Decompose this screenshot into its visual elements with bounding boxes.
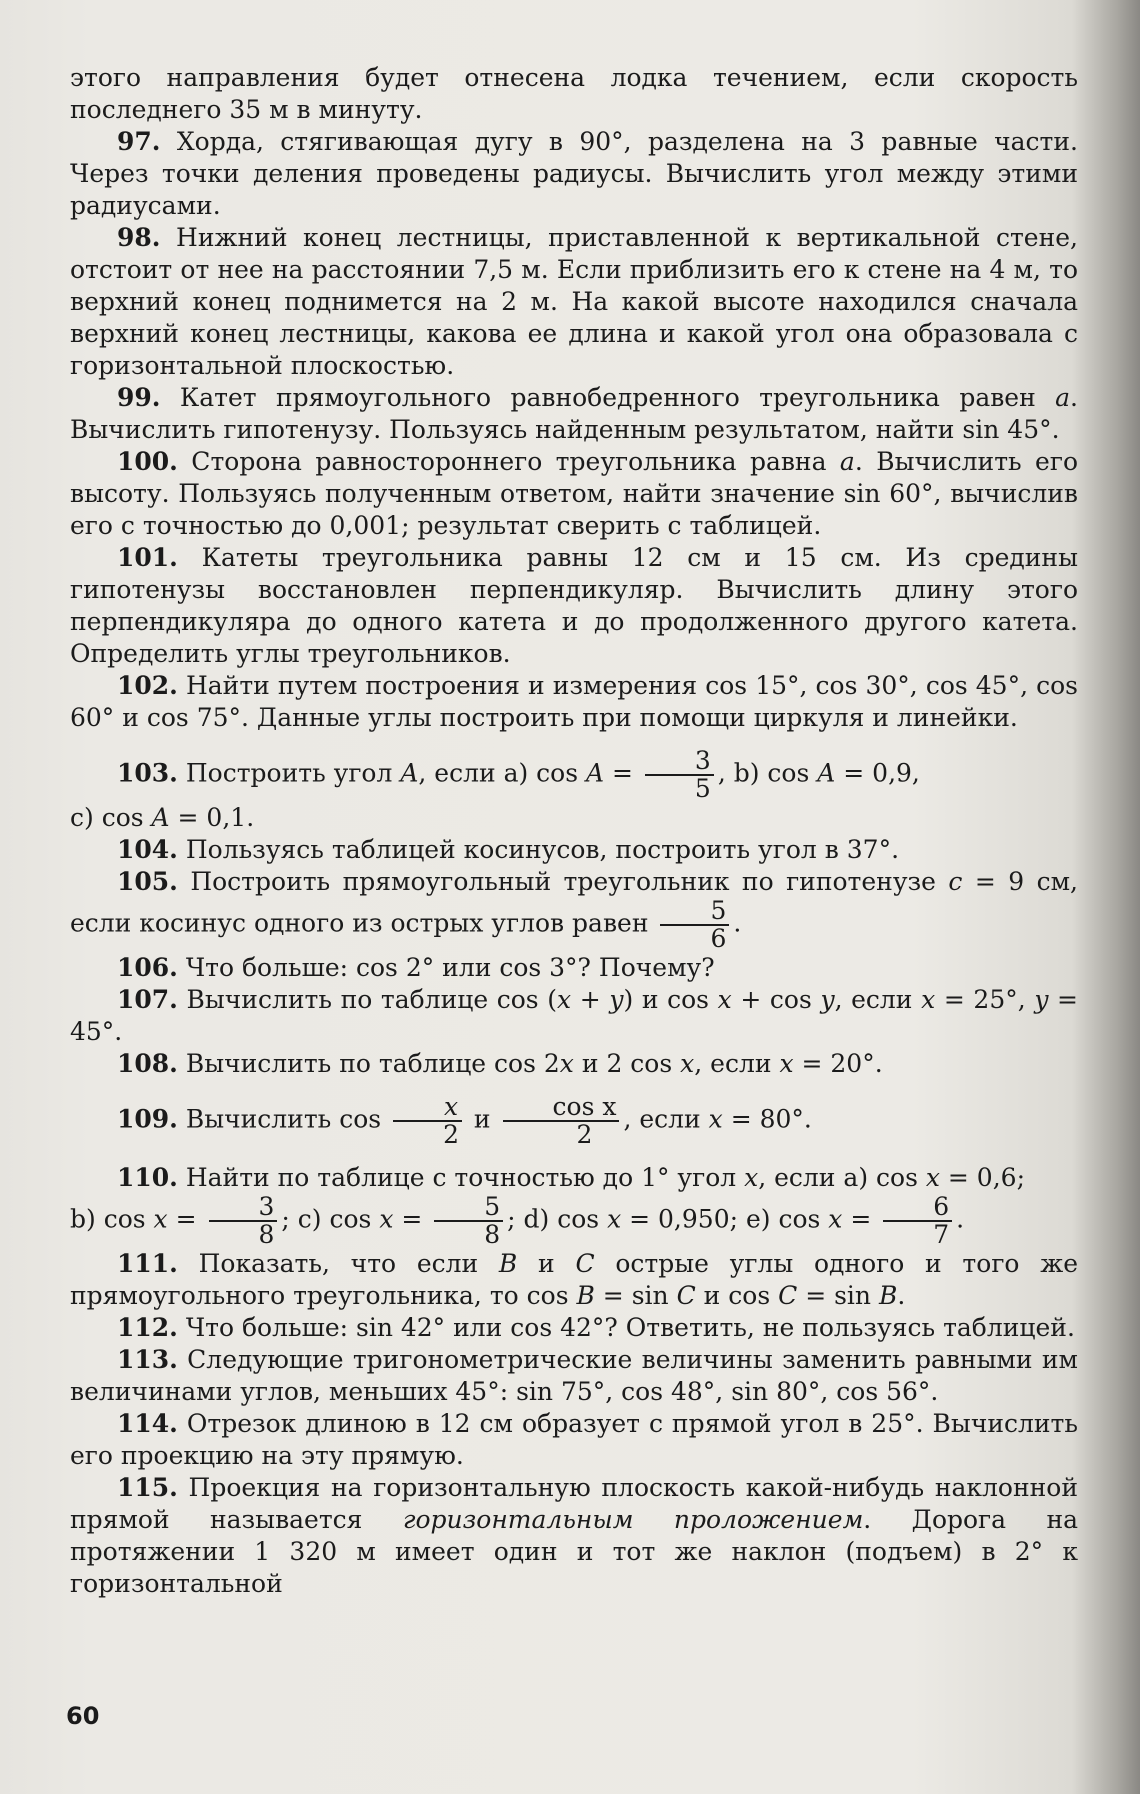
problem-text: Показать, что если: [177, 1249, 499, 1278]
math-var: x: [779, 1049, 794, 1078]
problem-number: 107.: [117, 985, 178, 1014]
problem-text: c) cos: [70, 803, 152, 832]
fraction-numerator: 6: [933, 1192, 950, 1221]
problem-103: [70, 748, 1078, 834]
problem-text: Пользуясь таблицей косинусов, построить угол в 37°.: [177, 835, 900, 864]
fraction: [434, 1194, 503, 1248]
problem-109: [70, 1094, 1078, 1148]
math-var: B: [576, 1281, 595, 1310]
math-var: a: [839, 447, 855, 476]
math-var: C: [575, 1249, 595, 1278]
problem-text: = 45°.: [70, 985, 1079, 1046]
fraction: [645, 748, 714, 802]
problem-text: Вычислить по таблице cos (: [177, 985, 558, 1014]
fraction-denominator: 8: [434, 1220, 503, 1248]
math-var: A: [586, 758, 605, 788]
problem-text: = 9 см, если косинус одного из острых углов равен: [70, 867, 1078, 938]
problem-text: . Дорога на протяжении 1 320 м имеет один и тот же наклон (подъем) в 2° к горизонтальной: [70, 1505, 1079, 1598]
math-var: c: [948, 867, 963, 896]
problem-number: 112.: [117, 1313, 178, 1342]
problem-115: [70, 1472, 1078, 1600]
fraction-numerator: 5: [484, 1192, 501, 1221]
math-var: x: [680, 1049, 695, 1078]
problem-text: b) cos: [70, 1204, 154, 1234]
math-var: A: [151, 803, 170, 832]
problem-text: , если: [623, 1104, 709, 1134]
fraction-numerator: x: [443, 1092, 459, 1121]
problem-text: = sin: [797, 1281, 879, 1310]
problem-text: Отрезок длиною в 12 см образует с прямой угол в 25°. Вычислить его проекцию на эту прямую.: [70, 1409, 1078, 1470]
fraction-denominator: 6: [660, 924, 729, 952]
problem-text: ; c) cos: [281, 1204, 380, 1234]
math-var: x: [708, 1104, 723, 1134]
problem-text: = 80°.: [722, 1104, 812, 1134]
problem-text: Хорда, стягивающая дугу в 90°, разделена на 3 равные части. Через точки деления проведены радиусы. Вычислить угол между этими радиусами.: [70, 127, 1078, 220]
problem-text: = 0,9,: [835, 758, 920, 788]
problem-text: Вычислить cos: [177, 1104, 390, 1134]
math-var: B: [498, 1249, 518, 1278]
problem-text: = sin: [594, 1281, 677, 1310]
math-var: x: [828, 1204, 843, 1234]
problem-number: 115.: [117, 1473, 178, 1502]
math-var: a: [1055, 383, 1071, 412]
problem-97: [70, 126, 1078, 222]
problem-text: + cos: [731, 985, 821, 1014]
problem-98: [70, 222, 1078, 382]
math-var: A: [400, 758, 419, 788]
math-var: x: [153, 1204, 168, 1234]
fraction: [883, 1194, 952, 1248]
problem-105: [70, 866, 1078, 952]
fraction-numerator: 3: [258, 1192, 275, 1221]
fraction-numerator: cos x: [552, 1092, 617, 1121]
problem-text: .: [897, 1281, 906, 1310]
fraction: [503, 1094, 620, 1148]
problem-number: 99.: [117, 383, 161, 412]
problem-number: 103.: [117, 758, 178, 788]
problem-100: [70, 446, 1078, 542]
math-var: C: [676, 1281, 696, 1310]
problem-102: [70, 670, 1078, 734]
problem-number: 105.: [117, 867, 178, 896]
math-var: y: [1034, 985, 1049, 1014]
problem-114: [70, 1408, 1078, 1472]
fraction-denominator: 5: [645, 774, 714, 802]
problem-110: 110. Найти по таблице с точностью до 1° угол x, если a) cos x = 0,6; b) cos x = $\frac{3}{8}$ ; c) cos x = $\frac{5}{8}$ ; d) cos x = 0,950; e) cos x = $\frac{6}{7}$ .: [70, 1163, 1025, 1249]
problem-number: 102.: [117, 671, 178, 700]
problem-text: и: [517, 1249, 576, 1278]
problem-text: Найти по таблице с точностью до 1° угол: [177, 1163, 745, 1192]
problem-number: 101.: [117, 543, 178, 572]
math-var: C: [778, 1281, 798, 1310]
problem-text: и: [465, 1104, 499, 1134]
problem-text: Построить прямоугольный треугольник по гипотенузе: [177, 867, 949, 896]
problem-text: Что больше: cos 2° или cos 3°? Почему?: [177, 953, 715, 982]
math-var: x: [717, 985, 732, 1014]
problem-text: Найти путем построения и измерения cos 15°, cos 30°, cos 45°, cos 60° и cos 75°. Данные углы построить при помощи циркуля и линейки.: [70, 671, 1078, 732]
problem-111: [70, 1248, 1078, 1312]
fraction-denominator: 2: [393, 1120, 462, 1148]
problem-number: 100.: [117, 447, 178, 476]
math-var: A: [817, 758, 836, 788]
problem-number: 104.: [117, 835, 178, 864]
math-var: x: [559, 1049, 574, 1078]
problem-113: [70, 1344, 1078, 1408]
paragraph-continuation: этого направления будет отнесена лодка течением, если скорость последнего 35 м в минуту.: [70, 63, 1078, 124]
problem-text: = 25°,: [935, 985, 1035, 1014]
problem-text: Вычислить по таблице cos 2: [177, 1049, 560, 1078]
math-var: x: [925, 1163, 940, 1192]
math-var: x: [607, 1204, 622, 1234]
problem-112: [70, 1312, 1078, 1344]
problem-number: 109.: [117, 1104, 178, 1134]
problem-text: ) и cos: [623, 985, 718, 1014]
problem-text: , если a) cos: [418, 758, 587, 788]
fraction: [209, 1194, 278, 1248]
math-var: y: [609, 985, 624, 1014]
problem-text: , если: [694, 1049, 780, 1078]
problem-108: [70, 1048, 1078, 1080]
problem-text: и 2 cos: [573, 1049, 681, 1078]
fraction: [393, 1094, 462, 1148]
page-number: 60: [66, 1702, 100, 1730]
problem-number: 106.: [117, 953, 178, 982]
math-var: x: [744, 1163, 759, 1192]
page-text: [70, 62, 1078, 1600]
problem-text: = 20°.: [793, 1049, 883, 1078]
fraction-denominator: 2: [503, 1120, 620, 1148]
problem-text: . Вычислить его высоту. Пользуясь полученным ответом, найти значение sin 60°, вычислив его с точностью до 0,001; результат сверить с таблицей.: [70, 447, 1079, 540]
problem-number: 98.: [117, 223, 161, 252]
problem-text: Построить угол: [177, 758, 401, 788]
math-var: x: [921, 985, 936, 1014]
fraction-denominator: 8: [209, 1220, 278, 1248]
problem-106: [70, 952, 1078, 984]
problem-104: [70, 834, 1078, 866]
problem-text: Нижний конец лестницы, приставленной к вертикальной стене, отстоит от нее на расстоянии 7,5 м. Если приблизить его к стене на 4 м, то верхний конец поднимется на 2 м. На какой высоте находился сначала верхний конец лестницы, какова ее длина и какой угол она образовала с горизонтальной плоскостью.: [70, 223, 1078, 380]
problem-107: [70, 984, 1078, 1048]
problem-text: Катет прямоугольного равнобедренного треугольника равен: [160, 383, 1056, 412]
problem-text: Проекция на горизонтальную плоскость какой-нибудь наклонной прямой называется: [70, 1473, 1078, 1534]
problem-text: Катеты треугольника равны 12 см и 15 см. Из средины гипотенузы восстановлен перпендикуляр. Вычислить длину этого перпендикуляра до одного катета и до продолженного другого катета. Определить углы треугольников.: [70, 543, 1078, 668]
problem-text: = 0,950; e) cos: [621, 1204, 829, 1234]
math-var: x: [379, 1204, 394, 1234]
problem-text: Следующие тригонометрические величины заменить равными им величинами углов, меньших 45°: sin 75°, cos 48°, sin 80°, cos 56°.: [70, 1345, 1078, 1406]
problem-text: , если: [834, 985, 922, 1014]
problem-text: и cos: [695, 1281, 779, 1310]
problem-text: Что больше: sin 42° или cos 42°? Ответить, не пользуясь таблицей.: [177, 1313, 1075, 1342]
problem-number: 111.: [117, 1249, 178, 1278]
problem-text: .: [733, 908, 742, 938]
problem-text: острые углы одного и того же прямоугольного треугольника, то cos: [70, 1249, 1078, 1310]
problem-text: ; d) cos: [507, 1204, 608, 1234]
problem-99: [70, 382, 1078, 446]
problem-text: +: [571, 985, 610, 1014]
problem-number: 108.: [117, 1049, 178, 1078]
fraction: [660, 898, 729, 952]
problem-text: =: [604, 758, 641, 788]
problem-text: Сторона равностороннего треугольника равна: [177, 447, 840, 476]
problem-101: [70, 542, 1078, 670]
problem-text: = 0,6;: [939, 1163, 1025, 1192]
math-var: y: [820, 985, 835, 1014]
problem-number: 110.: [117, 1163, 178, 1192]
fraction-denominator: 7: [883, 1220, 952, 1248]
math-var: B: [878, 1281, 898, 1310]
problem-text: .: [956, 1204, 965, 1234]
math-var: x: [557, 985, 572, 1014]
problem-number: 114.: [117, 1409, 178, 1438]
problem-text: , если a) cos: [758, 1163, 926, 1192]
problem-text: = 0,1.: [169, 803, 255, 832]
problem-number: 97.: [117, 127, 161, 156]
problem-text: . Вычислить гипотенузу. Пользуясь найденным результатом, найти sin 45°.: [70, 383, 1078, 444]
emphasized-term: горизонтальным проложением: [402, 1505, 864, 1534]
fraction-numerator: 5: [710, 896, 727, 925]
problem-number: 113.: [117, 1345, 178, 1374]
fraction-numerator: 3: [694, 746, 711, 775]
problem-text: , b) cos: [717, 758, 818, 788]
